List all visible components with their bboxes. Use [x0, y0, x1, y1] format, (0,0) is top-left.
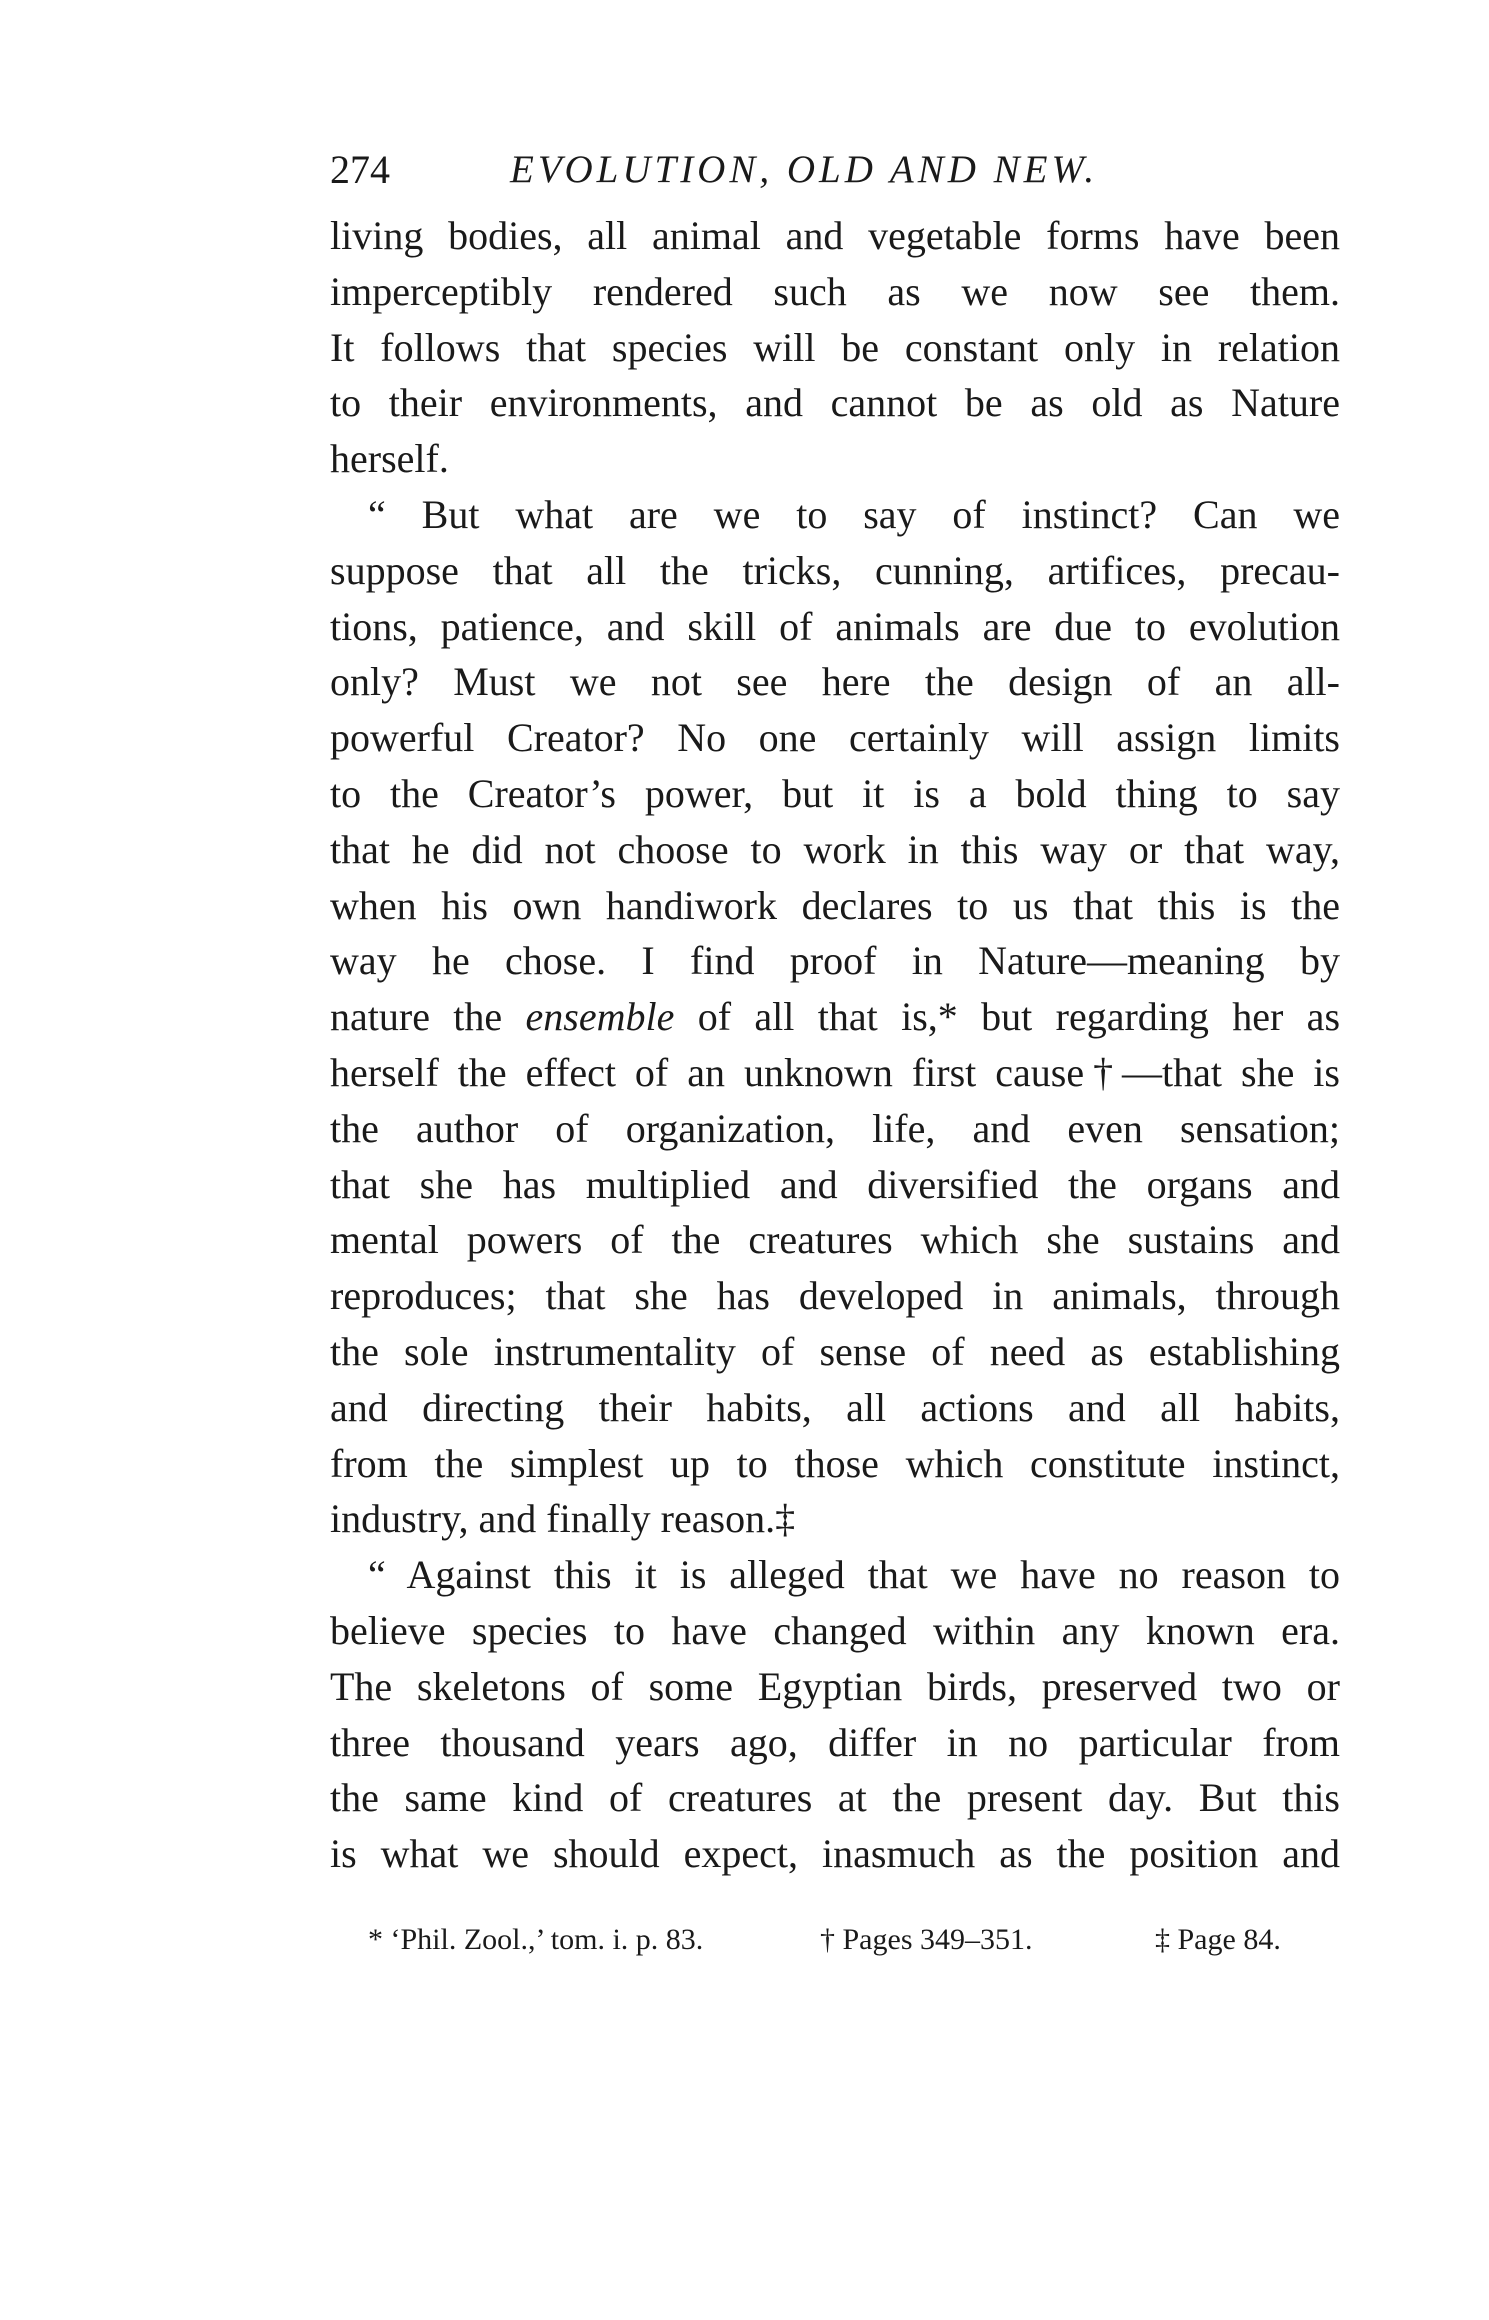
body-text	[330, 208, 1340, 1882]
text-line: tions, patience, and skill of animals are due to evolution	[330, 603, 1340, 649]
text-line-ensemble	[330, 989, 1340, 1045]
paragraph-start-line: “ But what are we to say of instinct? Can we	[368, 491, 1340, 537]
text-line: reproduces; that she has developed in animals, through	[330, 1273, 1340, 1319]
text-fragment: of all that is,* but regarding her as	[674, 994, 1341, 1040]
text-line: the same kind of creatures at the present day. But this	[330, 1775, 1340, 1821]
page-number: 274	[330, 147, 390, 192]
text-line: and directing their habits, all actions and all habits,	[330, 1384, 1340, 1430]
text-line: three thousand years ago, differ in no particular from	[330, 1719, 1340, 1765]
text-line: It follows that species will be constant only in relation	[330, 324, 1340, 370]
text-line: to their environments, and cannot be as old as Nature	[330, 380, 1340, 426]
text-line: to the Creator’s power, but it is a bold thing to say	[330, 770, 1340, 816]
text-line: believe species to have changed within any known era.	[330, 1607, 1340, 1653]
text-line: the author of organization, life, and even sensation;	[330, 1105, 1340, 1151]
footnote-asterisk: * ‘Phil. Zool.,’ tom. i. p. 83.	[368, 1923, 704, 1956]
text-fragment: nature the	[330, 994, 526, 1040]
text-line: powerful Creator? No one certainly will assign limits	[330, 715, 1340, 761]
running-title: EVOLUTION, OLD AND NEW.	[510, 148, 1099, 191]
text-line: is what we should expect, inasmuch as the position and	[330, 1831, 1340, 1877]
text-line: living bodies, all animal and vegetable forms have been	[330, 213, 1340, 258]
text-line: The skeletons of some Egyptian birds, preserved two or	[330, 1663, 1340, 1709]
text-line: way he chose. I find proof in Nature—meaning by	[330, 938, 1340, 984]
text-line: that she has multiplied and diversified the organs and	[330, 1161, 1340, 1207]
text-line: herself the effect of an unknown first cause†—that she is	[330, 1049, 1340, 1095]
text-line: from the simplest up to those which constitute instinct,	[330, 1440, 1340, 1486]
text-line: when his own handiwork declares to us that this is the	[330, 882, 1340, 928]
italic-word-ensemble: ensemble	[525, 994, 675, 1040]
text-line: the sole instrumentality of sense of need as establishing	[330, 1328, 1340, 1374]
running-head	[330, 140, 1340, 200]
footnote-dagger: † Pages 349–351.	[820, 1923, 1033, 1956]
text-line: industry, and finally reason.‡	[330, 1496, 796, 1542]
text-line: herself.	[330, 436, 449, 482]
footnote-double-dagger: ‡ Page 84.	[1155, 1923, 1281, 1956]
text-line: suppose that all the tricks, cunning, artifices, precau-	[330, 547, 1340, 593]
text-line: that he did not choose to work in this way or that way,	[330, 826, 1340, 872]
text-line: imperceptibly rendered such as we now see them.	[330, 268, 1340, 314]
footnotes	[330, 1915, 1340, 1965]
text-line: mental powers of the creatures which she sustains and	[330, 1217, 1340, 1263]
paragraph-start-line: “ Against this it is alleged that we have no reason to	[368, 1552, 1340, 1598]
text-line: only? Must we not see here the design of an all-	[330, 659, 1340, 705]
